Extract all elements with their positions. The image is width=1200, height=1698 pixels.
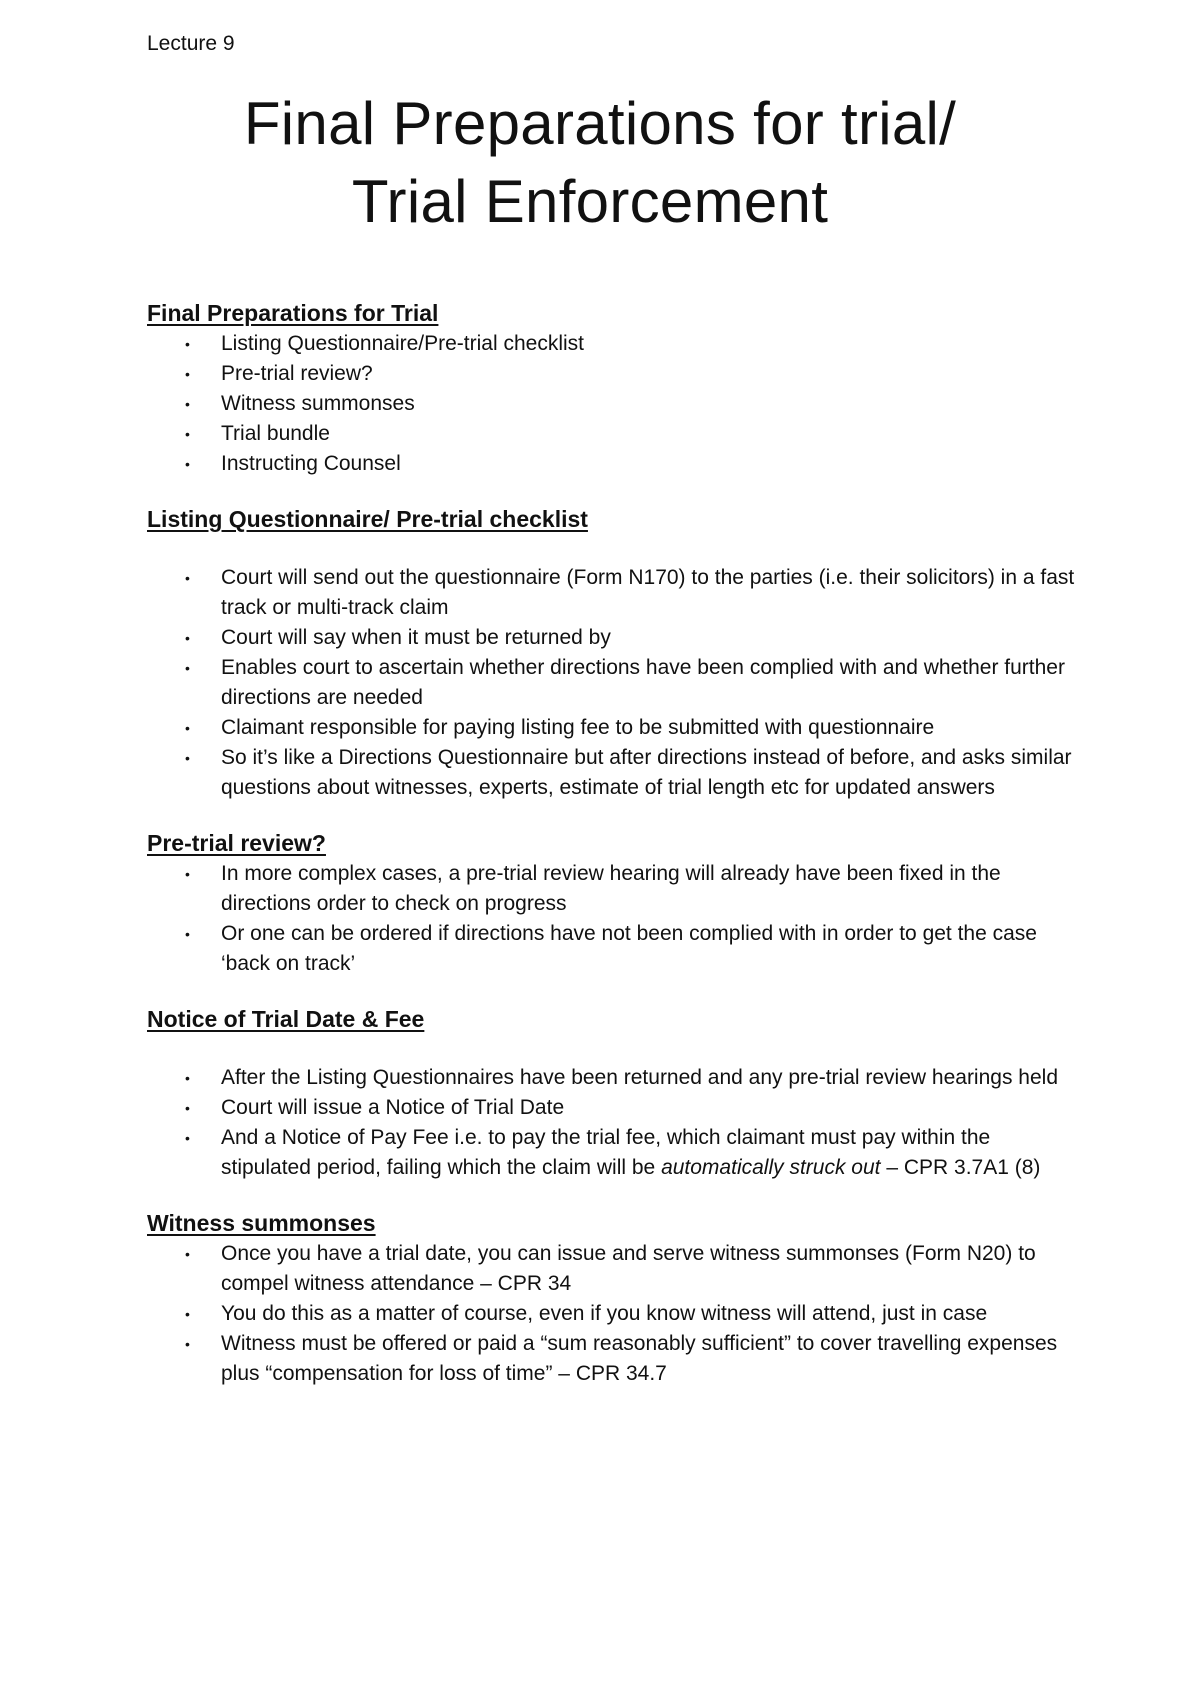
bullet-icon: • (185, 630, 190, 646)
list-item (147, 1299, 1077, 1329)
bullet-list (147, 1063, 1077, 1183)
list-item-text: Or one can be ordered if directions have not been complied with in order to get the case ‘back on track’ (221, 922, 1037, 975)
bullet-icon: • (185, 1336, 190, 1352)
list-item (147, 653, 1077, 713)
list-item-text: Witness must be offered or paid a “sum reasonably sufficient” to cover travelling expenses plus “compensation for loss of time” – CPR 34.7 (221, 1332, 1058, 1385)
list-item (147, 449, 1077, 479)
section-heading: Final Preparations for Trial (147, 300, 439, 326)
bullet-icon: • (185, 926, 190, 942)
list-item (147, 359, 1077, 389)
list-item-text: Claimant responsible for paying listing fee to be submitted with questionnaire (221, 716, 935, 739)
section-heading: Listing Questionnaire/ Pre-trial checklist (147, 506, 588, 532)
document-title-line-1: Final Preparations for trial/ (243, 90, 957, 157)
bullet-icon: • (185, 570, 190, 586)
section-heading: Notice of Trial Date & Fee (147, 1006, 425, 1032)
section-notice-of-trial-date (147, 1003, 1077, 1183)
list-item (147, 1239, 1077, 1299)
bullet-icon: • (185, 336, 190, 352)
lecture-label: Lecture 9 (147, 32, 235, 55)
bullet-icon: • (185, 1306, 190, 1322)
bullet-icon: • (185, 456, 190, 472)
bullet-list (147, 563, 1077, 803)
fee-item-text-before: And a Notice of Pay Fee i.e. to pay the trial fee, which claimant must pay within the stipulated period, failing which the claim will be (221, 1126, 991, 1179)
list-item-text: After the Listing Questionnaires have been returned and any pre-trial review hearings held (221, 1066, 1058, 1089)
fee-item-text-after: – CPR 3.7A1 (8) (880, 1156, 1041, 1179)
list-item-text: Court will send out the questionnaire (Form N170) to the parties (i.e. their solicitors) in a fast track or multi-track claim (221, 566, 1075, 619)
bullet-list (147, 1239, 1077, 1389)
document-body (147, 297, 1077, 1389)
bullet-icon: • (185, 720, 190, 736)
list-item-text: Pre-trial review? (221, 362, 373, 385)
list-item-text: Trial bundle (221, 422, 330, 445)
list-item-text: Instructing Counsel (221, 452, 401, 475)
list-item-text: Court will say when it must be returned by (221, 626, 611, 649)
bullet-list (147, 859, 1077, 979)
list-item-text: In more complex cases, a pre-trial review hearing will already have been fixed in the directions order to check on progress (221, 862, 1001, 915)
section-listing-questionnaire (147, 503, 1077, 803)
section-heading: Pre-trial review? (147, 830, 326, 856)
list-item (147, 329, 1077, 359)
list-item-text: Once you have a trial date, you can issue and serve witness summonses (Form N20) to compel witness attendance – CPR 34 (221, 1242, 1036, 1295)
bullet-icon: • (185, 396, 190, 412)
list-item-text: Court will issue a Notice of Trial Date (221, 1096, 565, 1119)
list-item (147, 1123, 1077, 1183)
fee-item-emphasis: automatically struck out (661, 1156, 881, 1179)
document-title-line-2: Trial Enforcement (351, 168, 829, 235)
list-item (147, 713, 1077, 743)
list-item-text: Enables court to ascertain whether directions have been complied with and whether further directions are needed (221, 656, 1065, 709)
bullet-list (147, 329, 1077, 479)
list-item-text: You do this as a matter of course, even if you know witness will attend, just in case (221, 1302, 988, 1325)
list-item-text: Witness summonses (221, 392, 415, 415)
bullet-icon: • (185, 1246, 190, 1262)
list-item (147, 919, 1077, 979)
list-item (147, 859, 1077, 919)
list-item-text: So it’s like a Directions Questionnaire but after directions instead of before, and asks similar questions about witnesses, experts, estimate of trial length etc for updated answers (221, 746, 1072, 799)
section-heading: Witness summonses (147, 1210, 376, 1236)
list-item (147, 419, 1077, 449)
bullet-icon: • (185, 660, 190, 676)
bullet-icon: • (185, 1130, 190, 1146)
bullet-icon: • (185, 866, 190, 882)
list-item (147, 1063, 1077, 1093)
bullet-icon: • (185, 1100, 190, 1116)
list-item (147, 389, 1077, 419)
bullet-icon: • (185, 1070, 190, 1086)
list-item-text: Listing Questionnaire/Pre-trial checklist (221, 332, 584, 355)
bullet-icon: • (185, 426, 190, 442)
list-item (147, 623, 1077, 653)
section-witness-summonses (147, 1207, 1077, 1389)
bullet-icon: • (185, 366, 190, 382)
section-final-preparations (147, 297, 1077, 479)
list-item (147, 563, 1077, 623)
list-item (147, 1329, 1077, 1389)
list-item (147, 1093, 1077, 1123)
document-title (0, 85, 1200, 241)
list-item (147, 743, 1077, 803)
section-pre-trial-review (147, 827, 1077, 979)
bullet-icon: • (185, 750, 190, 766)
